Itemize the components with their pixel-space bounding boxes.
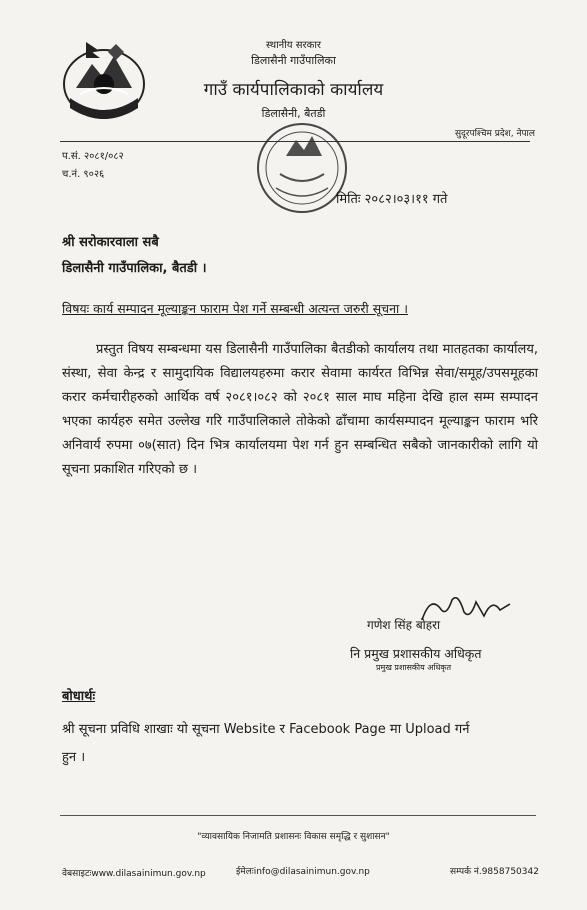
letter-date: मितिः २०८२।०३।११ गते (336, 192, 448, 207)
footer-website: वेबसाइटःwww.dilasainimun.gov.np (62, 869, 206, 879)
signatory-name: गणेश सिंह बोहरा (367, 618, 441, 632)
cc-line2: हुन । (62, 750, 86, 765)
dispatch-number: च.नं. ९०२६ (62, 169, 105, 180)
footer-email: ईमेलःinfo@dilasainimun.gov.np (236, 867, 370, 877)
letter-subject: विषयः कार्य सम्पादन मूल्याङ्कन फाराम पेश गर्ने सम्बन्धी अत्यन्त जरुरी सूचना । (62, 301, 408, 316)
signatory-title: नि प्रमुख प्रशासकीय अधिकृत (350, 646, 482, 661)
recipient-line2: डिलासैनी गाउँपालिका, बैतडी । (62, 261, 207, 276)
footer-divider (60, 815, 536, 816)
recipient-line1: श्री सरोकारवाला सबै (62, 235, 159, 250)
cc-line1: श्री सूचना प्रविधि शाखाः यो सूचना Website र Facebook Page मा Upload गर्न (62, 722, 470, 737)
header-province: सुदूरपश्चिम प्रदेश, नेपाल (454, 129, 535, 139)
header-office-title: गाउँ कार्यपालिकाको कार्यालय (203, 80, 384, 100)
cc-heading: बोधार्थः (62, 689, 96, 704)
footer-slogan: "व्यावसायिक निजामति प्रशासनः विकास समृद्धि र सुशासन" (197, 832, 390, 842)
reference-number: प.सं. २०८१/०८२ (62, 151, 124, 162)
footer-phone: सम्पर्क नं.9858750342 (450, 867, 539, 877)
letter-body (62, 338, 538, 482)
header-location: डिलासैनी, बैतडी (261, 107, 326, 120)
header-municipality: डिलासैनी गाउँपालिका (251, 54, 336, 67)
header-local-govt: स्थानीय सरकार (266, 40, 321, 51)
body-paragraph: प्रस्तुत विषय सम्बन्धमा यस डिलासैनी गाउँपालिका बैतडीको कार्यालय तथा मातहतका कार्यालय, संस्था, सेवा केन्द्र र सामुदायिक विद्यालयहरुमा करार सेवामा कार्यरत विभिन्न सेवा/समूह/उपसमूहका करार कर्मचारीहरुको आर्थिक वर्ष २०८१।०८२ को २०८१ साल माघ महिना देखि हाल सम्म सम्पादन भएका कार्यहरु समेत उल्लेख गरि गाउँपालिकाले तोकेको ढाँचामा कार्यसम्पादन मूल्याङ्कन फाराम भरि अनिवार्य रुपमा ०७(सात) दिन भित्र कार्यालयमा पेश गर्न हुन सम्बन्धित सबैको जानकारीको लागि यो सूचना प्रकाशित गरिएको छ । (62, 342, 538, 477)
signatory-stamp-title: प्रमुख प्रशासकीय अधिकृत (376, 663, 452, 672)
